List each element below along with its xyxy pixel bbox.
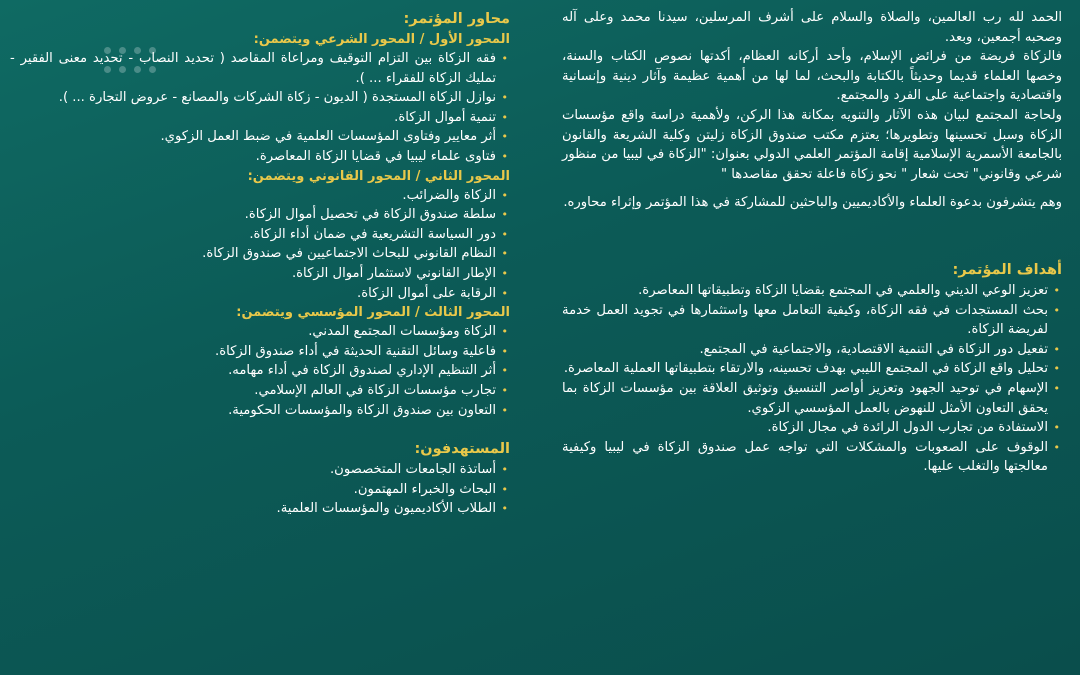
axes-title: محاور المؤتمر: [403,11,510,27]
list-item [10,322,510,342]
list-item [562,301,1062,340]
list-item-text: الزكاة ومؤسسات المجتمع المدني. [308,324,496,340]
bullet-dot-icon: • [501,266,508,280]
objectives-title: أهداف المؤتمر: [952,261,1062,278]
list-item-text: النظام القانوني للبحاث الاجتماعيين في صندوق الزكاة. [202,246,496,262]
axis-section-2 [10,167,510,304]
list-item [10,127,510,147]
bullet-dot-icon: • [501,91,508,105]
list-item [10,225,510,245]
list-item [562,379,1062,418]
axis-section-1 [10,30,510,167]
bullet-dot-icon: • [501,463,508,477]
axis-2-list [10,186,510,304]
axis-3-title: المحور الثالث / المحور المؤسسي ويتضمن: [236,305,510,321]
list-item-text: التعاون بين صندوق الزكاة والمؤسسات الحكومية. [228,402,496,418]
list-item [10,264,510,284]
bullet-dot-icon: • [1053,342,1060,356]
list-item [10,460,510,480]
list-item-text: الطلاب الأكاديميون والمؤسسات العلمية. [276,501,496,517]
bullet-dot-icon: • [1053,362,1060,376]
list-item [562,418,1062,438]
bullet-dot-icon: • [501,383,508,397]
list-item-text: أثر معايير وفتاوى المؤسسات العلمية في ضبط العمل الزكوي. [160,129,496,145]
bullet-dot-icon: • [1053,283,1060,297]
axis-2-title: المحور الثاني / المحور القانوني ويتضمن: [247,168,510,184]
bullet-dot-icon: • [1053,303,1060,317]
list-item-text: تعزيز الوعي الديني والعلمي في المجتمع بقضايا الزكاة وتطبيقاتها المعاصرة. [638,282,1048,298]
list-item [10,342,510,362]
list-item [562,438,1062,477]
bullet-dot-icon: • [501,482,508,496]
list-item [10,205,510,225]
bullet-dot-icon: • [1053,421,1060,435]
bullet-dot-icon: • [501,325,508,339]
list-item [10,381,510,401]
bullet-dot-icon: • [1053,440,1060,454]
list-item [562,281,1062,301]
axis-section-3 [10,303,510,420]
bullet-dot-icon: • [501,149,508,163]
list-item [10,108,510,128]
axis-1-list [10,49,510,167]
bullet-dot-icon: • [501,110,508,124]
list-item [10,284,510,304]
bullet-dot-icon: • [501,403,508,417]
intro-paragraph-3: ولحاجة المجتمع لبيان هذه الآثار والتنويه بمكانة هذا الركن، ولأهمية دراسة واقع مؤسسات الزكاة وسبل تحسينها وتطويرها؛ يعتزم مكتب صندوق الزكاة زليتن وكلية الشريعة والقانون بالجامعة الأسمرية الإسلامية إقامة المؤتمر العلمي الدولي بعنوان: "الزكاة في ليبيا من منظور شرعي وقانوني" تحت شعار " نحو زكاة فاعلة تحقق مقاصدها " [562,107,1062,182]
list-item-text: الإسهام في توحيد الجهود وتعزيز أواصر التنسيق وتوثيق العلاقة بين مؤسسات الزكاة بما يحقق التعاون الأمثل للنهوض بالعمل المؤسسي الزكوي. [562,380,1048,416]
list-item-text: فتاوى علماء ليبيا في قضايا الزكاة المعاصرة. [255,148,496,164]
bullet-dot-icon: • [501,208,508,222]
list-item-text: فقه الزكاة بين التزام التوقيف ومراعاة المقاصد ( تحديد النصاب - تحديد معنى الفقير - تمليك الزكاة للفقراء ... ). [10,51,496,86]
list-item-text: سلطة صندوق الزكاة في تحصيل أموال الزكاة. [244,207,496,223]
list-item-text: نوازل الزكاة المستجدة ( الديون - زكاة الشركات والمصانع - عروض التجارة ... ). [58,90,496,106]
list-item-text: أساتذة الجامعات المتخصصون. [329,462,496,478]
axes-column [10,8,510,519]
list-item [10,147,510,167]
intro-paragraph-2: فالزكاة فريضة من فرائض الإسلام، وأحد أركانه العظام، أكدتها نصوص الكتاب والسنة، وخصها العلماء قديما وحديثاً بالكتابة والبحث، لما لها من أهمية عظيمة وآثار دينية وإنسانية واقتصادية واجتماعية على الفرد والمجتمع. [562,49,1062,104]
bullet-dot-icon: • [501,130,508,144]
bullet-dot-icon: • [501,188,508,202]
list-item-text: الاستفادة من تجارب الدول الرائدة في مجال الزكاة. [767,420,1048,436]
intro-column [562,8,1062,477]
list-item [10,244,510,264]
intro-paragraph-1: الحمد لله رب العالمين، والصلاة والسلام على أشرف المرسلين، سيدنا محمد وعلى آله وصحبه أجمعين، وبعد. [562,10,1062,45]
list-item [10,361,510,381]
list-item-text: تنمية أموال الزكاة. [394,109,496,125]
audience-list [10,460,510,519]
list-item-text: بحث المستجدات في فقه الزكاة، وكيفية التعامل معها واستثمارها في تجويد العمل خدمة لفريضة الزكاة. [562,302,1048,338]
bullet-dot-icon: • [501,364,508,378]
list-item-text: أثر التنظيم الإداري لصندوق الزكاة في أداء مهامه. [228,363,496,379]
objectives-list [562,281,1062,477]
list-item-text: تحليل واقع الزكاة في المجتمع الليبي بهدف تحسينه، والارتقاء بتطبيقاتها العملية المعاصرة. [563,361,1048,377]
bullet-dot-icon: • [501,286,508,300]
bullet-dot-icon: • [501,344,508,358]
bullet-dot-icon: • [1053,381,1060,395]
list-item-text: الوقوف على الصعوبات والمشكلات التي تواجه عمل صندوق الزكاة في ليبيا وكيفية معالجتها والتغلب عليها. [562,439,1048,475]
list-item [10,401,510,421]
list-item-text: البحاث والخبراء المهتمون. [353,481,496,497]
list-item [562,340,1062,360]
list-item [10,49,510,88]
list-item-text: تجارب مؤسسات الزكاة في العالم الإسلامي. [254,382,496,398]
list-item-text: الإطار القانوني لاستثمار أموال الزكاة. [291,265,496,281]
audience-title: المستهدفون: [414,441,510,458]
list-item [10,480,510,500]
list-item [10,186,510,206]
axis-3-list [10,322,510,420]
axis-1-title: المحور الأول / المحور الشرعي ويتضمن: [253,32,510,47]
list-item-text: فاعلية وسائل التقنية الحديثة في أداء صندوق الزكاة. [215,343,496,359]
bullet-dot-icon: • [501,502,508,516]
list-item-text: تفعيل دور الزكاة في التنمية الاقتصادية، والاجتماعية في المجتمع. [699,341,1048,357]
bullet-dot-icon: • [501,227,508,241]
list-item [10,499,510,519]
list-item-text: الرقابة على أموال الزكاة. [357,285,496,301]
bullet-dot-icon: • [501,52,508,65]
list-item [10,88,510,108]
list-item-text: دور السياسة التشريعية في ضمان أداء الزكاة. [249,226,496,242]
list-item [562,359,1062,379]
bullet-dot-icon: • [501,247,508,261]
intro-paragraph-4: وهم يتشرفون بدعوة العلماء والأكاديميين والباحثين للمشاركة في هذا المؤتمر وإثراء محاوره. [563,195,1062,211]
list-item-text: الزكاة والضرائب. [402,187,496,203]
